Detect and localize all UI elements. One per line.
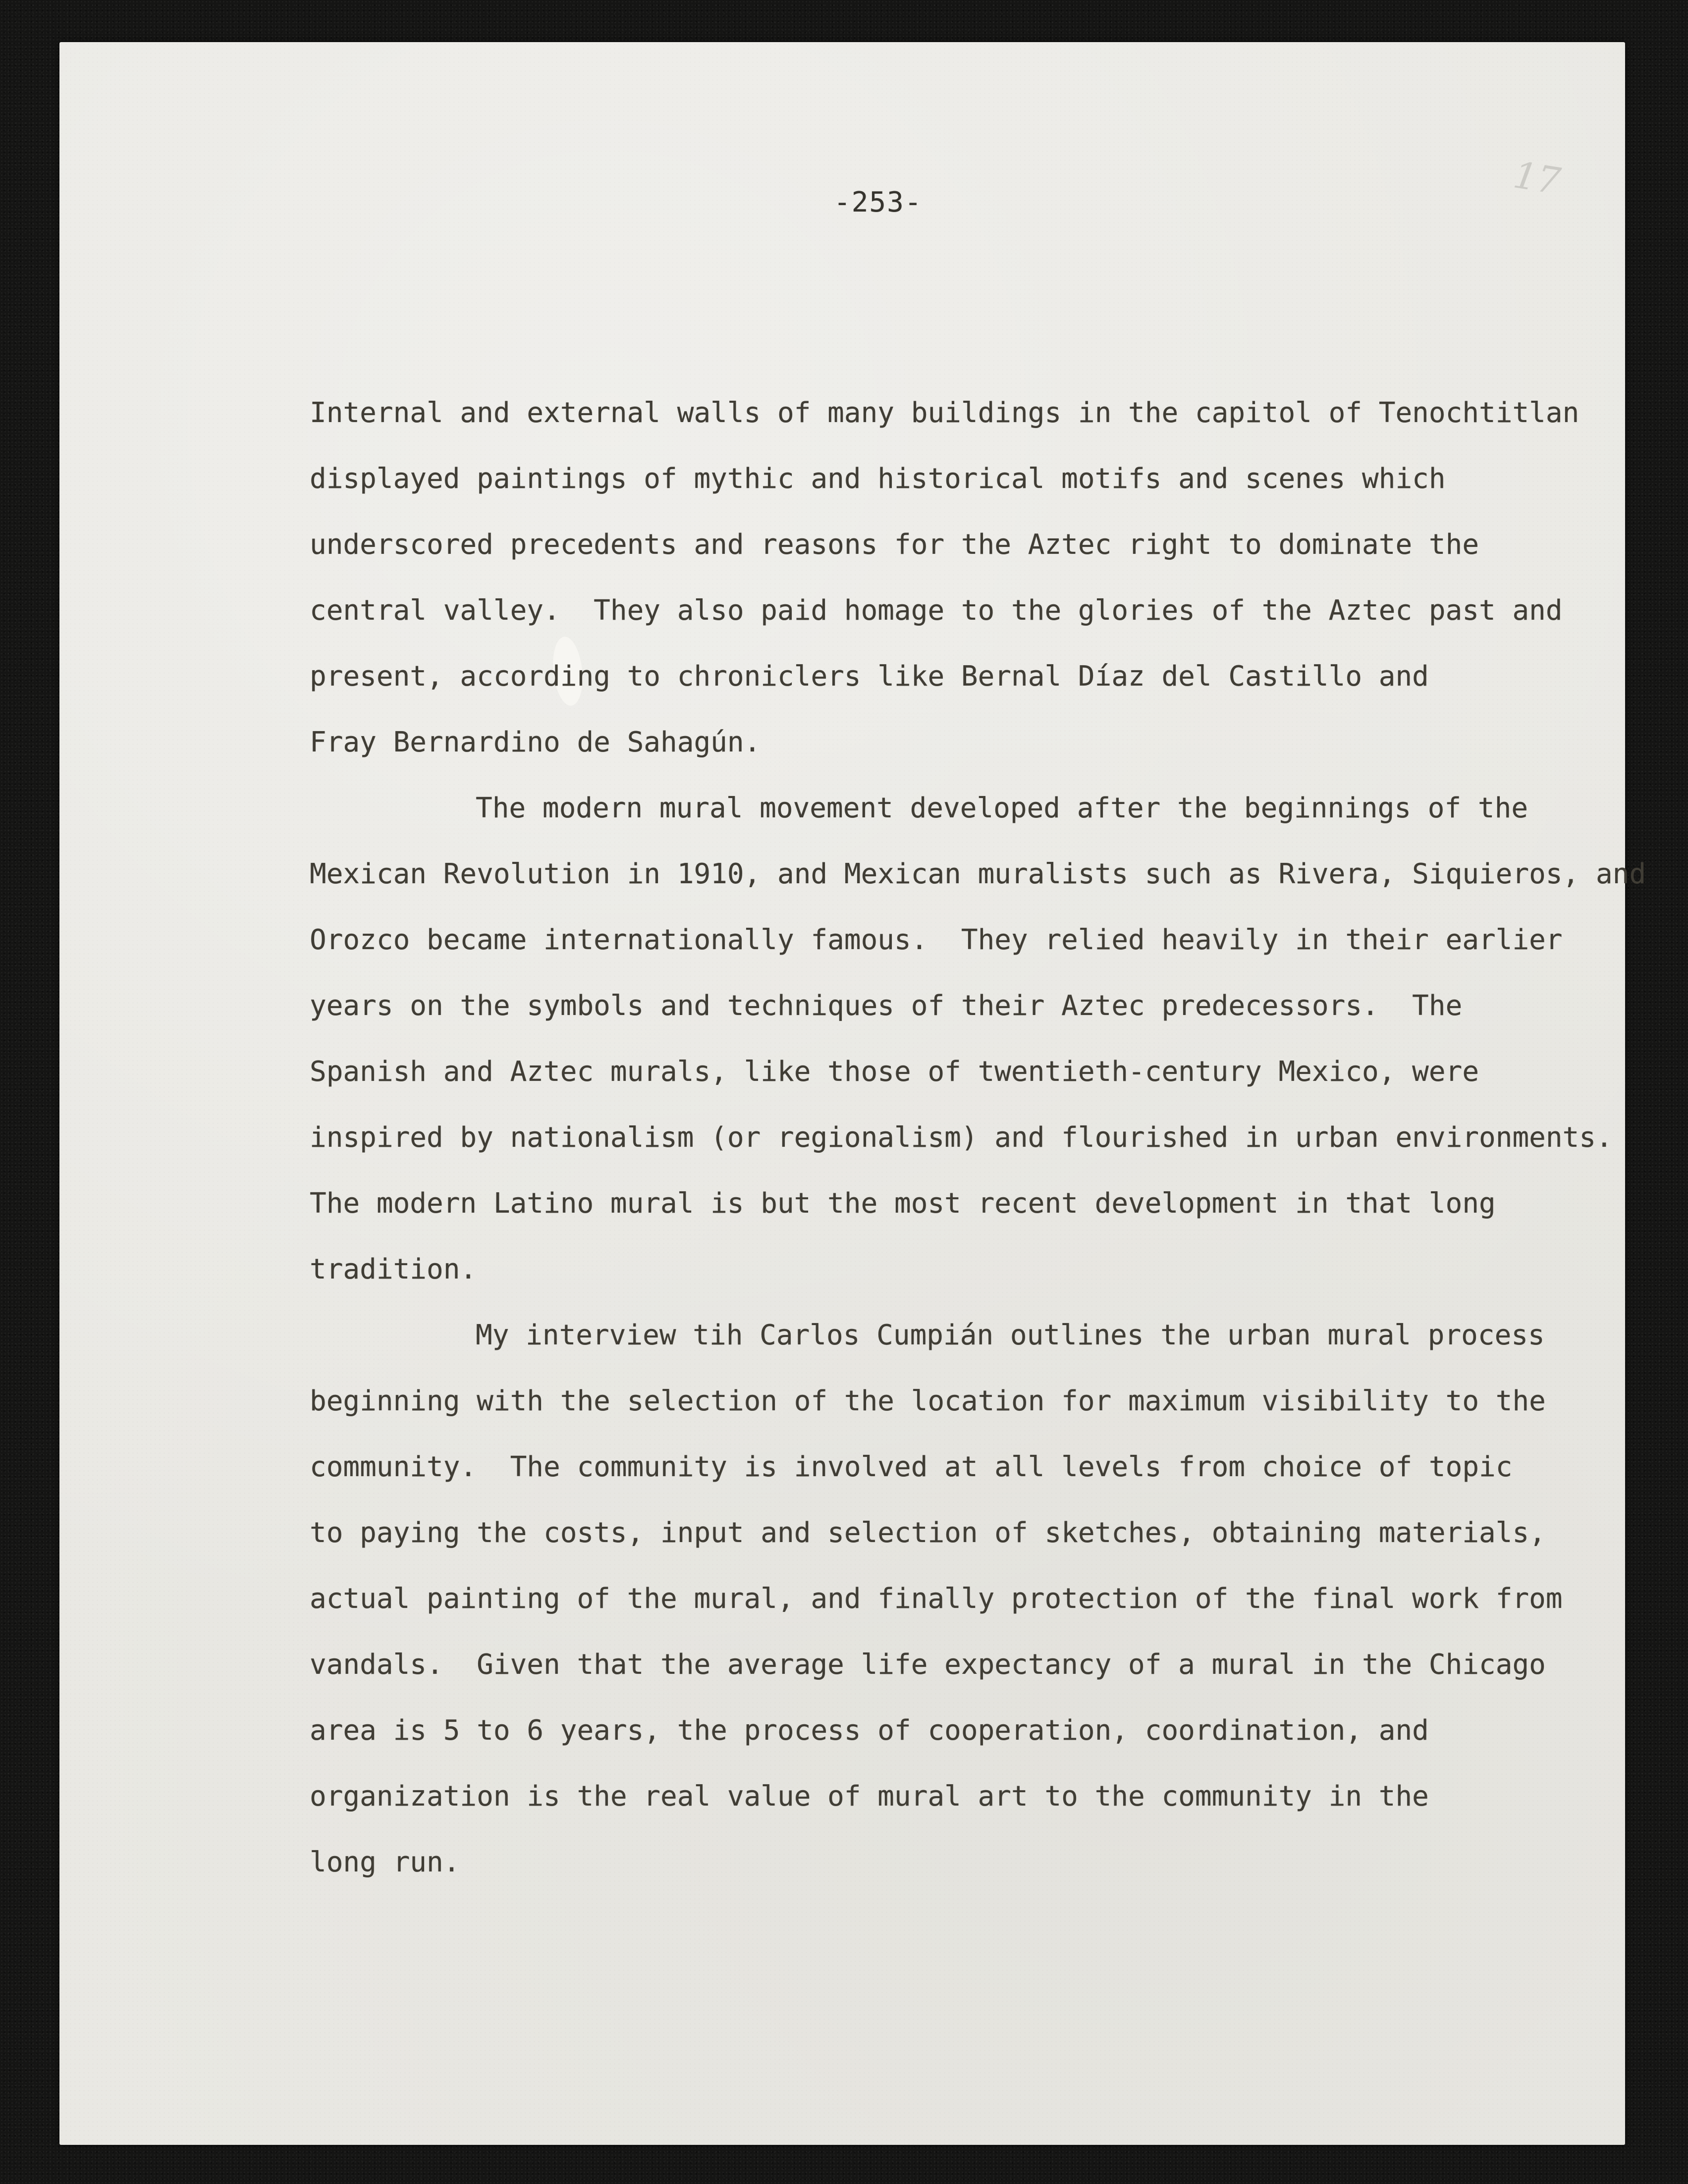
page-number: -253- [834, 186, 923, 218]
text-line: present, according to chroniclers like Bernal Díaz del Castillo and [310, 660, 1429, 692]
text-line: inspired by nationalism (or regionalism) and flourished in urban environments. [310, 1121, 1613, 1154]
text-line-paragraph-start: My interview tih Carlos Cumpián outlines the urban mural process [476, 1319, 1545, 1351]
text-line: years on the symbols and techniques of their Aztec predecessors. The [310, 990, 1463, 1022]
text-line: Mexican Revolution in 1910, and Mexican muralists such as Rivera, Siquieros, and [310, 858, 1646, 890]
text-line: vandals. Given that the average life expectancy of a mural in the Chicago [310, 1649, 1546, 1681]
text-line: to paying the costs, input and selection of sketches, obtaining materials, [310, 1517, 1546, 1549]
text-line: Spanish and Aztec murals, like those of twentieth-century Mexico, were [310, 1056, 1479, 1088]
document-page [59, 42, 1646, 2145]
text-line: central valley. They also paid homage to the glories of the Aztec past and [310, 594, 1563, 627]
text-line: organization is the real value of mural art to the community in the [310, 1780, 1429, 1812]
pencil-annotation: 17 [1510, 154, 1564, 203]
text-line: Fray Bernardino de Sahagún. [310, 726, 761, 758]
text-line: tradition. [310, 1253, 477, 1285]
text-line: The modern Latino mural is but the most recent development in that long [310, 1187, 1496, 1220]
text-line-paragraph-start: The modern mural movement developed after the beginnings of the [476, 792, 1528, 824]
text-line: community. The community is involved at all levels from choice of topic [310, 1451, 1513, 1483]
text-line: Orozco became internationally famous. They relied heavily in their earlier [310, 924, 1563, 956]
text-line: area is 5 to 6 years, the process of cooperation, coordination, and [310, 1714, 1429, 1747]
typewritten-text-body [310, 380, 1677, 1895]
text-line: underscored precedents and reasons for the Aztec right to dominate the [310, 529, 1479, 561]
text-line: beginning with the selection of the location for maximum visibility to the [310, 1385, 1546, 1417]
text-line: actual painting of the mural, and finally protection of the final work from [310, 1583, 1563, 1615]
text-line: Internal and external walls of many buildings in the capitol of Tenochtitlan [310, 397, 1579, 429]
text-line: displayed paintings of mythic and historical motifs and scenes which [310, 463, 1446, 495]
text-line: long run. [310, 1846, 460, 1878]
